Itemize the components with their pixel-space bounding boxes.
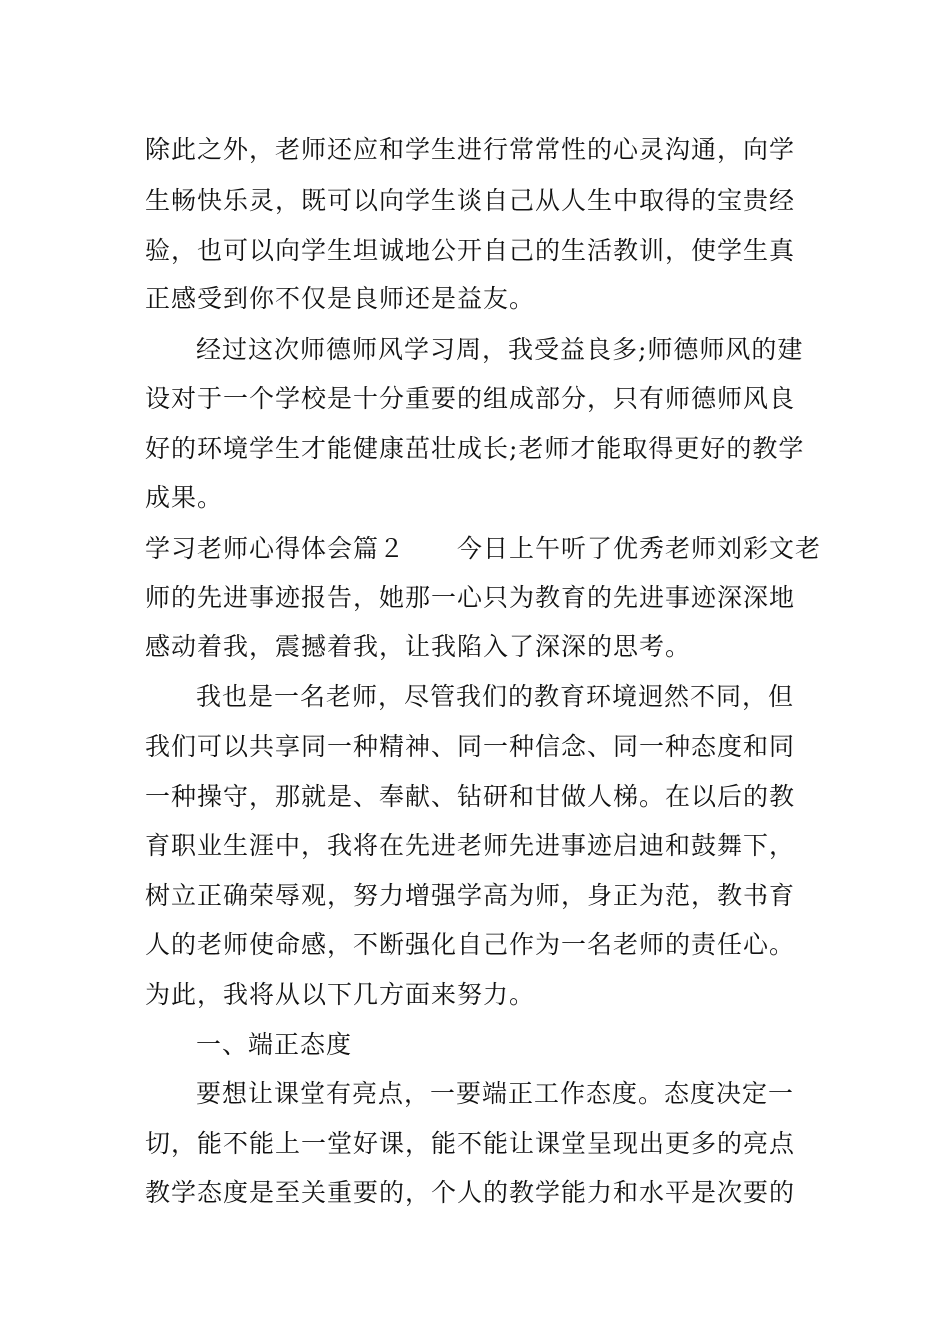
text-line: 我也是一名老师，尽管我们的教育环境迥然不同，但 [196, 682, 795, 711]
text-line: 设对于一个学校是十分重要的组成部分，只有师德师风良 [145, 384, 796, 413]
section-heading-line: 学习老师心得体会篇２ 今日上午听了优秀老师刘彩文老 [145, 534, 822, 563]
text-line: 树立正确荣辱观，努力增强学高为师，身正为范，教书育 [145, 881, 796, 910]
subheading-line: 一、端正态度 [196, 1030, 353, 1059]
text-line: 好的环境学生才能健康茁壮成长;老师才能取得更好的教学 [145, 434, 805, 463]
text-line: 切，能不能上一堂好课，能不能让课堂呈现出更多的亮点 [145, 1129, 796, 1158]
text-line: 育职业生涯中，我将在先进老师先进事迹启迪和鼓舞下， [145, 831, 796, 860]
text-line: 正感受到你不仅是良师还是益友。 [145, 284, 536, 313]
text-line: 生畅快乐灵，既可以向学生谈自己从人生中取得的宝贵经 [145, 186, 796, 215]
text-line: 验，也可以向学生坦诚地公开自己的生活教训，使学生真 [145, 236, 796, 265]
text-line: 人的老师使命感，不断强化自己作为一名老师的责任心。 [145, 930, 796, 959]
text-line: 教学态度是至关重要的，个人的教学能力和水平是次要的 [145, 1178, 796, 1207]
text-line: 为此，我将从以下几方面来努力。 [145, 980, 536, 1009]
text-line: 我们可以共享同一种精神、同一种信念、同一种态度和同 [145, 732, 796, 761]
text-line: 感动着我，震撼着我，让我陷入了深深的思考。 [145, 632, 692, 661]
text-line: 师的先进事迹报告，她那一心只为教育的先进事迹深深地 [145, 583, 796, 612]
text-line: 成果。 [145, 483, 224, 512]
text-line: 一种操守，那就是、奉献、钻研和甘做人梯。在以后的教 [145, 782, 796, 811]
text-line: 经过这次师德师风学习周，我受益良多;师德师风的建 [196, 335, 804, 364]
text-line: 要想让课堂有亮点，一要端正工作态度。态度决定一 [196, 1079, 795, 1108]
text-line: 除此之外，老师还应和学生进行常常性的心灵沟通，向学 [145, 135, 796, 164]
